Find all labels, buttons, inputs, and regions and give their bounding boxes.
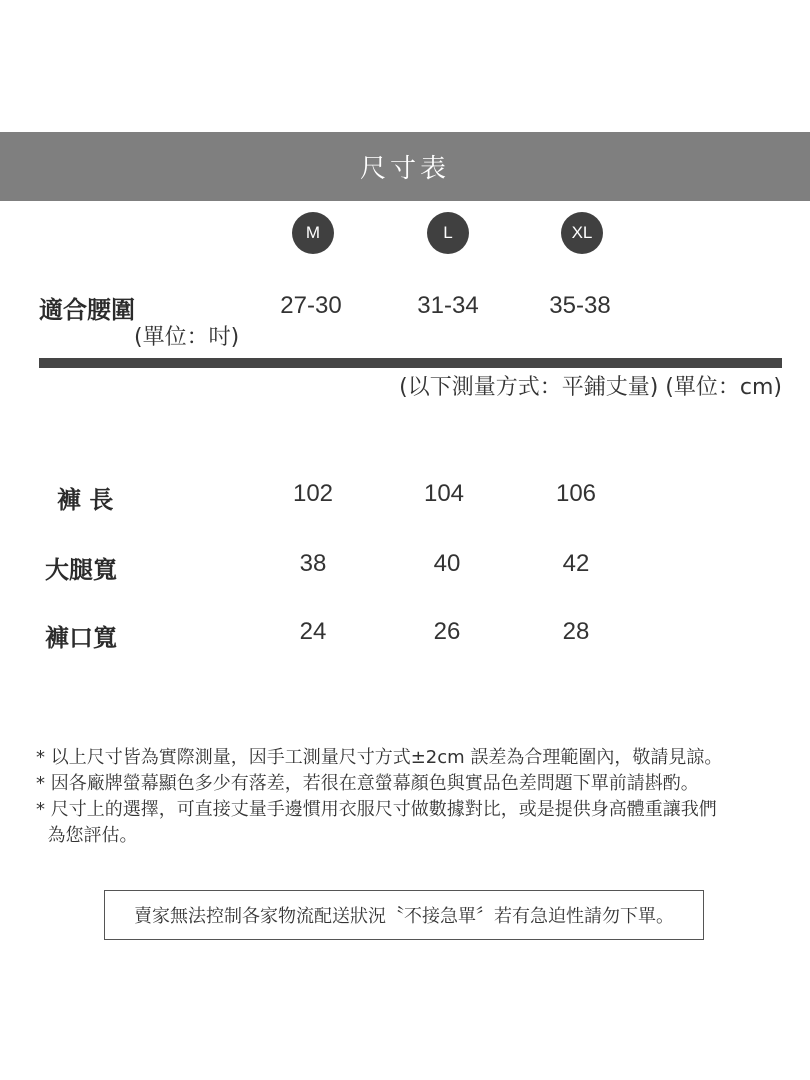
length-value-xl: 106 [555,480,597,507]
measure-note: (以下測量方式：平鋪丈量) (單位：cm) [399,375,782,400]
row-label-length: 褲 長 [57,486,114,514]
hem-value-xl: 28 [562,618,590,645]
length-value-l: 104 [423,480,465,507]
hem-value-l: 26 [433,618,461,645]
size-badge-m: M [292,212,334,254]
thigh-value-m: 38 [299,550,327,577]
waist-value-m: 27-30 [280,292,342,319]
hem-value-m: 24 [299,618,327,645]
shipping-notice-box [104,890,704,940]
size-badge-xl: XL [561,212,603,254]
row-label-thigh: 大腿寬 [45,556,117,584]
waist-value-xl: 35-38 [549,292,611,319]
section-divider [39,358,782,368]
waist-label: 適合腰圍 [39,296,135,324]
page-title: 尺寸表 [359,154,450,184]
shipping-notice: 賣家無法控制各家物流配送狀況〝不接急單〞若有急迫性請勿下單。 [134,906,674,927]
thigh-value-xl: 42 [562,550,590,577]
note-size-choice: * 尺寸上的選擇，可直接丈量手邊慣用衣服尺寸做數據對比，或是提供身高體重讓我們 [36,799,717,820]
note-measurement: * 以上尺寸皆為實際測量，因手工測量尺寸方式±2cm 誤差為合理範圍內，敬請見諒。 [36,747,723,768]
thigh-value-l: 40 [433,550,461,577]
note-color: * 因各廠牌螢幕顯色多少有落差，若很在意螢幕顏色與實品色差問題下單前請斟酌。 [36,773,699,794]
size-chart-header [0,132,810,201]
size-badge-l: L [427,212,469,254]
waist-value-l: 31-34 [417,292,479,319]
waist-unit: (單位：吋) [134,325,240,350]
length-value-m: 102 [292,480,334,507]
row-label-hem: 褲口寬 [45,624,117,652]
note-size-choice-cont: 為您評估。 [36,825,138,846]
